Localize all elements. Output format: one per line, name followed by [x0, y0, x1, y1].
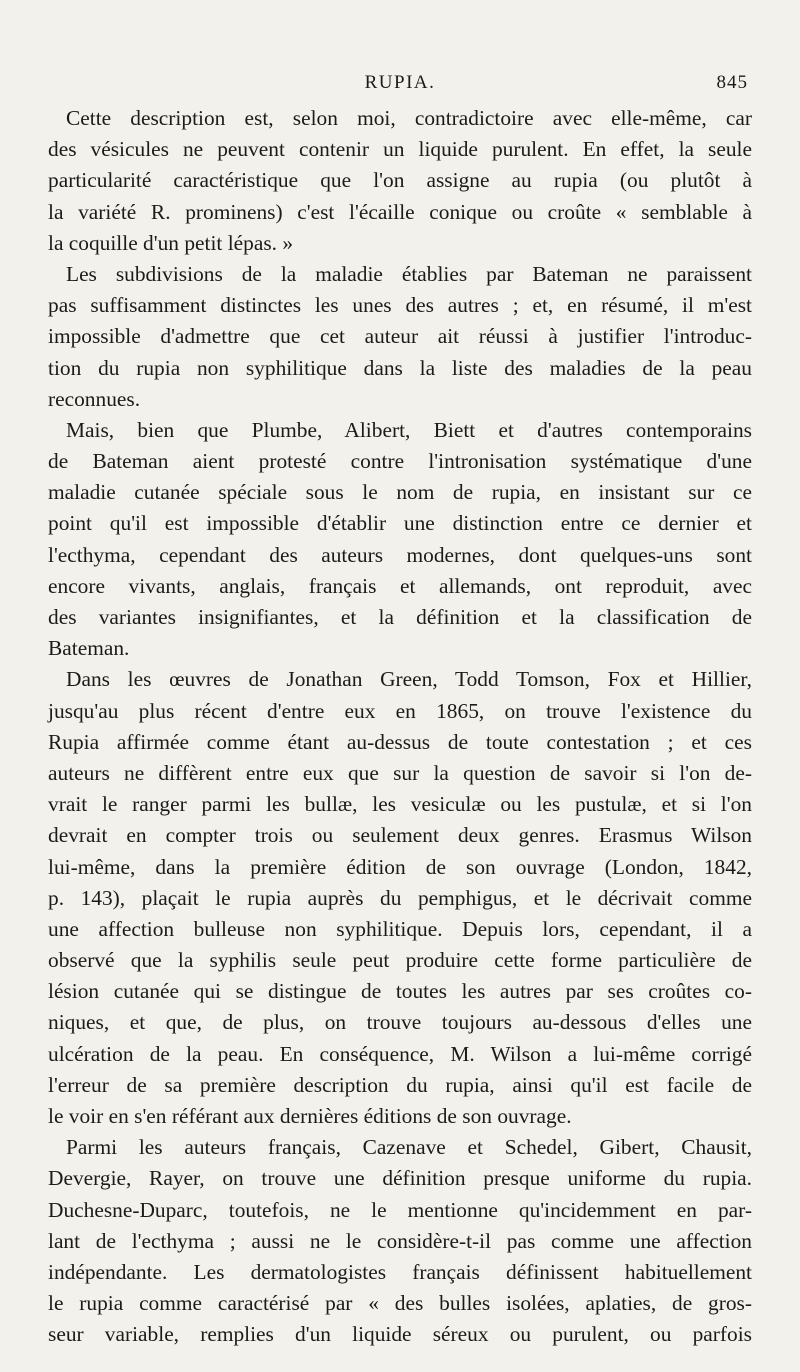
body-text [48, 103, 752, 1351]
text-line: point qu'il est impossible d'établir une distinction entre ce dernier et [48, 511, 752, 536]
text-line: indépendante. Les dermatologistes français définissent habituellement [48, 1259, 752, 1284]
text-line: tion du rupia non syphilitique dans la liste des maladies de la peau [48, 355, 752, 380]
text-line: Les subdivisions de la maladie établies par Bateman ne paraissent [66, 261, 752, 286]
text-line: Rupia affirmée comme étant au-dessus de toute contestation ; et ces [48, 729, 752, 754]
text-line: impossible d'admettre que cet auteur ait réussi à justifier l'introduc- [48, 324, 752, 349]
paragraph [48, 1132, 752, 1350]
paragraph [48, 664, 752, 1132]
paragraph [48, 103, 752, 259]
text-line: maladie cutanée spéciale sous le nom de rupia, en insistant sur ce [48, 480, 752, 505]
text-line: la variété R. prominens) c'est l'écaille conique ou croûte « semblable à [48, 199, 752, 224]
text-line: lésion cutanée qui se distingue de toutes les autres par ses croûtes co- [48, 979, 752, 1004]
text-line: p. 143), plaçait le rupia auprès du pemphigus, et le décrivait comme [48, 885, 752, 910]
text-line: encore vivants, anglais, français et allemands, ont reproduit, avec [48, 573, 752, 598]
text-line: particularité caractéristique que l'on assigne au rupia (ou plutôt à [48, 168, 752, 193]
text-line: l'ecthyma, cependant des auteurs modernes, dont quelques-uns sont [48, 542, 752, 567]
text-line: le voir en s'en référant aux dernières éditions de son ouvrage. [48, 1104, 572, 1128]
text-line: ulcération de la peau. En conséquence, M. Wilson a lui-même corrigé [48, 1041, 752, 1066]
text-line: l'erreur de sa première description du rupia, ainsi qu'il est facile de [48, 1072, 752, 1097]
text-line: jusqu'au plus récent d'entre eux en 1865, on trouve l'existence du [48, 698, 752, 723]
text-line: Duchesne-Duparc, toutefois, ne le mentionne qu'incidemment en par- [48, 1197, 752, 1222]
text-line: reconnues. [48, 386, 141, 411]
page-number: 845 [716, 72, 748, 93]
text-line: une affection bulleuse non syphilitique. Depuis lors, cependant, il a [48, 916, 752, 941]
text-line: de Bateman aient protesté contre l'intronisation systématique d'une [48, 449, 752, 474]
paragraph [48, 259, 752, 415]
text-line: Cette description est, selon moi, contradictoire avec elle-même, car [66, 106, 752, 130]
text-line: pas suffisamment distinctes les unes des autres ; et, en résumé, il m'est [48, 293, 752, 318]
text-line: des variantes insignifiantes, et la définition et la classification de [48, 605, 752, 629]
text-line: le rupia comme caractérisé par « des bulles isolées, aplaties, de gros- [48, 1291, 752, 1316]
text-line: lui-même, dans la première édition de son ouvrage (London, 1842, [48, 854, 752, 879]
page-header [0, 72, 800, 102]
text-line: des vésicules ne peuvent contenir un liquide purulent. En effet, la seule [48, 137, 752, 162]
text-line: Devergie, Rayer, on trouve une définition presque uniforme du rupia. [48, 1166, 752, 1191]
text-line: vrait le ranger parmi les bullæ, les vesiculæ ou les pustulæ, et si l'on [48, 792, 752, 817]
text-line: niques, et que, de plus, on trouve toujours au-dessous d'elles une [48, 1010, 752, 1035]
text-line: seur variable, remplies d'un liquide séreux ou purulent, ou parfois [48, 1322, 752, 1347]
paragraph [48, 415, 752, 665]
text-line: lant de l'ecthyma ; aussi ne le considère-t-il pas comme une affection [48, 1228, 752, 1253]
text-line: Mais, bien que Plumbe, Alibert, Biett et d'autres contemporains [66, 417, 752, 442]
text-line: la coquille d'un petit lépas. » [48, 230, 294, 255]
text-line: Bateman. [48, 636, 130, 661]
running-title: RUPIA. [364, 72, 436, 93]
text-line: auteurs ne diffèrent entre eux que sur la question de savoir si l'on de- [48, 760, 752, 785]
text-line: Dans les œuvres de Jonathan Green, Todd Tomson, Fox et Hillier, [66, 667, 752, 692]
text-line: Parmi les auteurs français, Cazenave et Schedel, Gibert, Chausit, [66, 1135, 752, 1160]
text-line: devrait en compter trois ou seulement deux genres. Erasmus Wilson [48, 823, 752, 848]
text-line: observé que la syphilis seule peut produire cette forme particulière de [48, 948, 752, 973]
